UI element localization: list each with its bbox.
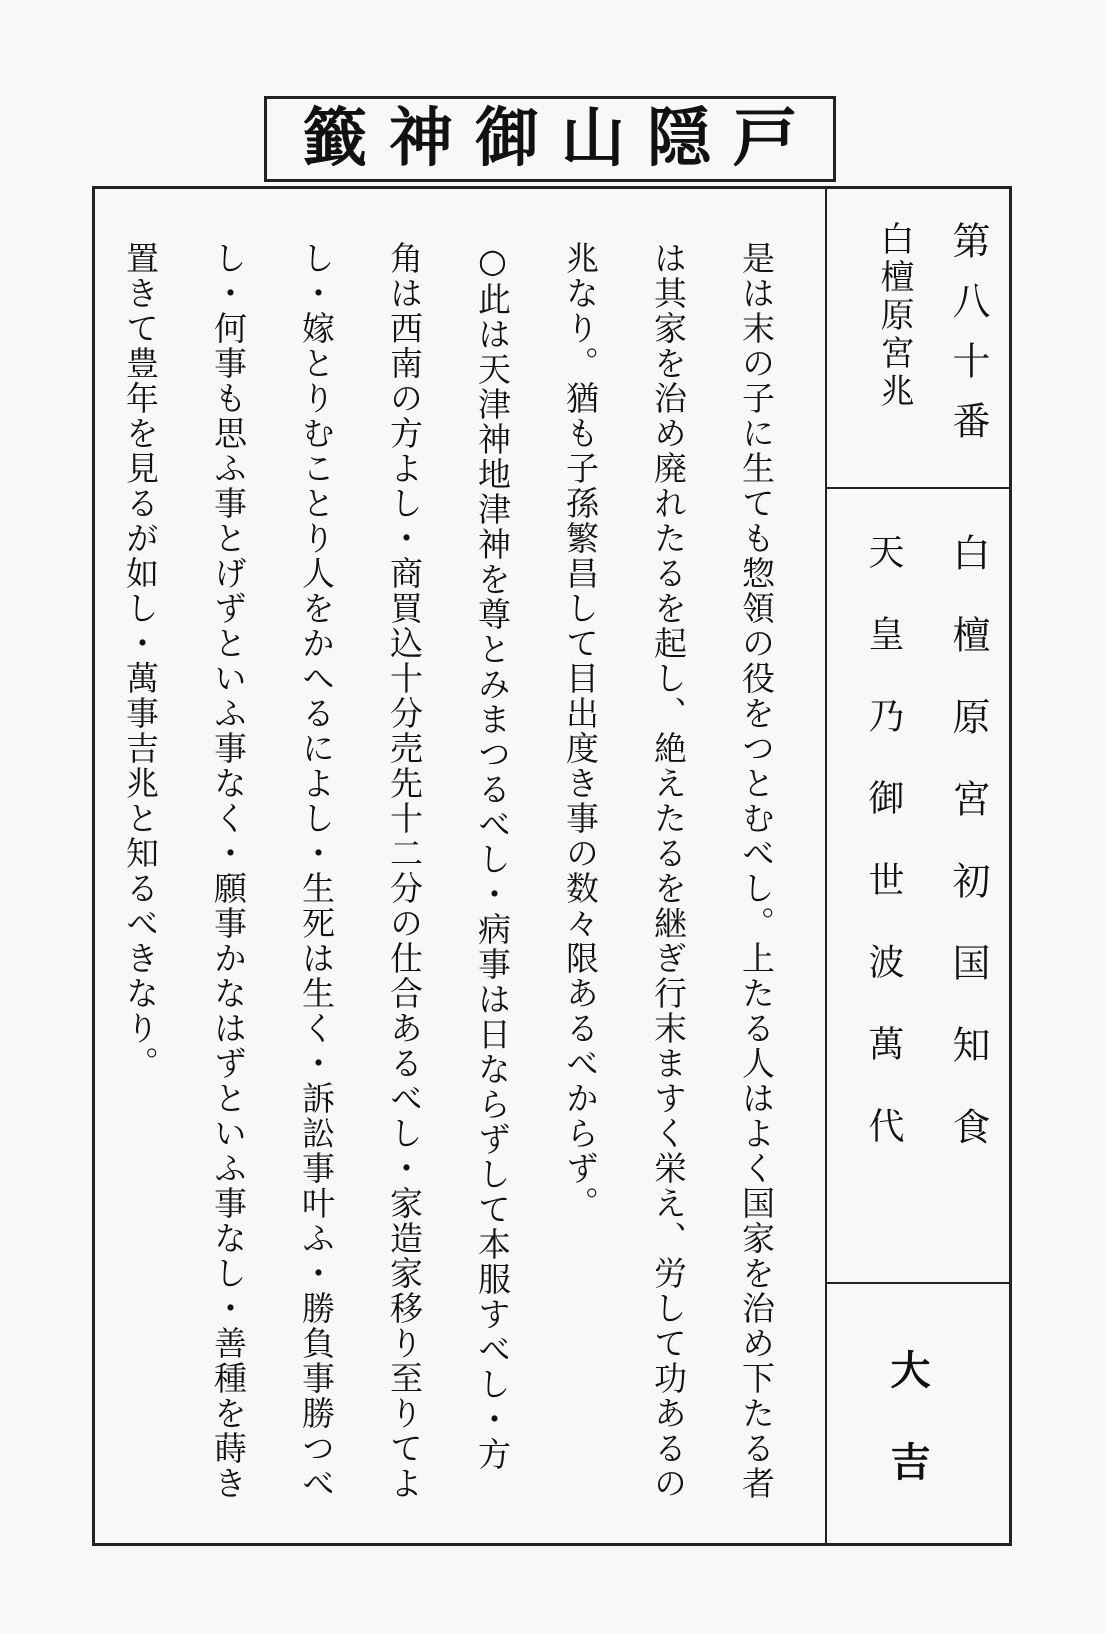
title-box — [264, 96, 836, 182]
number-label: 第八十番 — [946, 221, 990, 461]
fortune-rank: 大吉 — [884, 1349, 931, 1533]
omen-name: 白檀原宮兆 — [874, 221, 914, 411]
body-paragraph-2: ○此は天津神地津神を尊とみまつるべし・病事は日ならずして本服すべし・方角は西南の方よし・商買込十分売先十二分の仕合あるべし・家造家移り至りてよし・嫁とりむことり人をかへるによし・生死は生く・訴訟事叶ふ・勝負事勝つべし・何事も思ふ事とげずといふ事なく・願事かなはずといふ事なし・善種を蒔き置きて豊年を見るが如し・萬事吉兆と知るべきなり。 — [121, 241, 512, 1501]
header-section — [827, 189, 1009, 489]
poem-section — [827, 489, 1009, 1284]
body-paragraph-1: 是は末の子に生ても惣領の役をつとむべし。上たる人はよく国家を治め下たる者は其家を治め廃れたるを起し、絶えたるを継ぎ行末ますく栄え、労して功あるの兆なり。猶も子孫繁昌して目出度き事の数々限あるべからず。 — [561, 241, 776, 1501]
side-column — [825, 189, 1009, 1543]
page-title: 籤神御山隠戸 — [303, 102, 819, 176]
poem-line-2: 天皇乃御世波萬代 — [863, 533, 904, 1189]
fortune-section — [827, 1284, 1009, 1543]
poem-line-1: 白檀原宮初国知食 — [946, 533, 990, 1189]
body-text — [121, 241, 800, 1501]
fortune-slip-frame — [92, 186, 1012, 1546]
